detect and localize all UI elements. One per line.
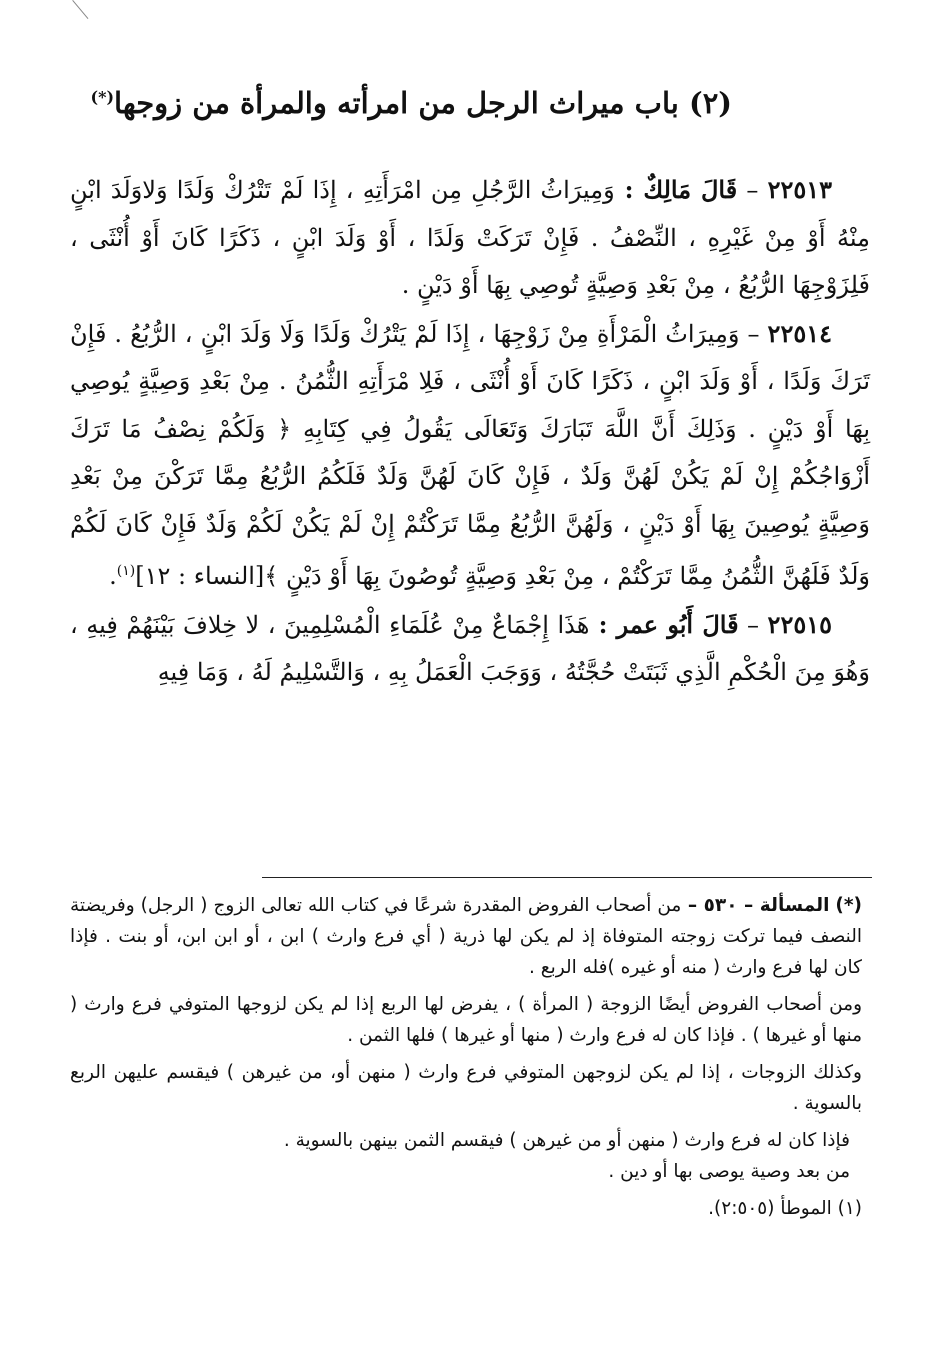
- main-text: [70, 166, 870, 697]
- quran-citation: [117, 562, 265, 590]
- footnote-line: من بعد وصية يوصى بها أو دين .: [608, 1161, 850, 1182]
- footnote-line: وكذلك الزوجات ، إذا لم يكن لزوجهن المتوفي فرع وارث ( منهن أو، من غيرهن ) فيقسم عليهن الربع بالسوية .: [70, 1062, 862, 1114]
- footnote-line-block: [70, 1057, 862, 1119]
- footnote-head: المسألة – ٥٣٠ –: [681, 895, 830, 916]
- scan-corner-mark: [54, 0, 89, 34]
- paragraph-22515: [70, 601, 870, 697]
- paragraph-text: وَمِيرَاثُ الْمَرْأَةِ مِنْ زَوْجِهَا ، إِذَا لَمْ يَتْرُكْ وَلَدًا وَلَا وَلَدَ ابْنٍ ، الرُّبُعُ . فَإِنْ تَرَكَ وَلَدًا ، أَوْ وَلَدَ ابْنٍ ، ذَكَرًا كَانَ أَوْ أُنْثَى ، فَلِا مْرَأَتِهِ الثُّمُنُ . مِنْ بَعْدِ وَصِيَّةٍ يُوصِي بِهَا أَوْ دَيْنٍ . وَذَلِكَ أَنَّ اللَّهَ تَبَارَكَ وَتَعَالَى يَقُولُ فِي كِتَابِهِ ﴿ وَلَكُمْ نِصْفُ مَا تَرَكَ أَزْوَاجُكُمْ إِنْ لَمْ يَكُنْ لَهُنَّ وَلَدٌ ، فَإِنْ كَانَ لَهُنَّ وَلَدٌ فَلَكُمُ الرُّبُعُ مِمَّا تَرَكْنَ مِنْ بَعْدِ وَصِيَّةٍ يُوصِينَ بِهَا أَوْ دَيْنٍ ، وَلَهُنَّ الرُّبُعُ مِمَّا تَرَكْتُمْ إِنْ لَمْ يَكُنْ لَكُمْ وَلَدٌ فَإِنْ كَانَ لَكُمْ وَلَدٌ فَلَهُنَّ الثُّمُنُ مِمَّا تَرَكْتُمْ ، مِنْ بَعْدِ وَصِيَّةٍ تُوصُونَ بِهَا أَوْ دَيْنٍ ﴾: [70, 319, 870, 590]
- paragraph-speaker: قَالَ مَالِكٌ :: [614, 175, 738, 204]
- paragraph-number: ٢٢٥١٤: [767, 318, 832, 348]
- footnote-ref-1-text: [70, 1193, 862, 1224]
- paragraph-dash: –: [738, 610, 768, 639]
- footnote-line: من أصحاب الفروض المقدرة شرعًا في كتاب الله تعالى الزوج ( الرجل) وفريضتة النصف فيما تركت زوجته المتوفاة إذ لم يكن لها ذرية ( أي فرع وارث ) ابن ، أو ابن ابن، أو بنت . فإذا كان لها فرع وارث ( منه أو غيره )فله الربع .: [70, 895, 862, 978]
- citation-text: [النساء : ١٢]: [135, 562, 265, 590]
- footnote-line: فإذا كان له فرع وارث ( منهن أو من غيرهن ) فيقسم الثمن بينهن بالسوية .: [283, 1130, 850, 1151]
- footnote-divider: [262, 877, 872, 878]
- footnote-ref-1: (١): [116, 563, 136, 579]
- footnotes: [70, 890, 862, 1224]
- footnote-line-block: [70, 1156, 862, 1187]
- paragraph-text: هَذَا إِجْمَاعٌ مِنْ عُلَمَاءِ الْمُسْلِمِينَ ، لا خِلافَ بَيْنَهُمْ فِيهِ ، وَهُوَ مِنَ الْحُكْمِ الَّذِي ثَبَتَتْ حُجَّتُهُ ، وَوَجَبَ الْعَمَلُ بِهِ ، وَالتَّسْلِيمُ لَهُ ، وَمَا فِيهِ: [70, 610, 870, 686]
- paragraph-22513: [70, 166, 870, 310]
- paragraph-dash: –: [737, 176, 768, 204]
- footnote-marker: (*): [835, 895, 862, 916]
- paragraph-speaker: قَالَ أَبُو عمر :: [589, 609, 739, 639]
- paragraph-text: وَمِيرَاثُ الرَّجُلِ مِن امْرَأَتِهِ ، إِذَا لَمْ تَتْرُكْ وَلَدًا وَلاوَلَدَ ابْنٍ مِنْهُ أَوْ مِنْ غَيْرِهِ ، النِّصْفُ . فَإِنْ تَرَكَتْ وَلَدًا ، أَوْ وَلَدَ ابْنٍ ، ذَكَرًا كَانَ أَوْ أُنْثَى ، فَلِزَوْجِهَا الرُّبُعُ ، مِنْ بَعْدِ وَصِيَّةٍ تُوصِي بِهَا أَوْ دَيْنٍ .: [70, 176, 870, 299]
- footnote-line-block: [70, 989, 862, 1051]
- chapter-title-marker: (*): [90, 87, 115, 107]
- footnote-main: [70, 890, 862, 983]
- footnote-source: (١) الموطأ (٢:٥٠٥).: [708, 1198, 862, 1219]
- chapter-title: [92, 86, 732, 120]
- chapter-title-text: (٢) باب ميراث الرجل من امرأته والمرأة من زوجها: [114, 86, 732, 120]
- paragraph-dash: –: [739, 319, 768, 348]
- paragraph-22514: ٢٢٥١٤ – وَمِيرَاثُ الْمَرْأَةِ مِنْ زَوْجِهَا ، إِذَا لَمْ يَتْرُكْ وَلَدًا وَلَا وَلَدَ ابْنٍ ، الرُّبُعُ . فَإِنْ تَرَكَ وَلَدًا ، أَوْ وَلَدَ ابْنٍ ، ذَكَرًا كَانَ أَوْ أُنْثَى ، فَلِا مْرَأَتِهِ الثُّمُنُ . مِنْ بَعْدِ وَصِيَّةٍ يُوصِي بِهَا أَوْ دَيْنٍ . وَذَلِكَ أَنَّ اللَّهَ تَبَارَكَ وَتَعَالَى يَقُولُ فِي كِتَابِهِ ﴿ وَلَكُمْ نِصْفُ مَا تَرَكَ أَزْوَاجُكُمْ إِنْ لَمْ يَكُنْ لَهُنَّ وَلَدٌ ، فَإِنْ كَانَ لَهُنَّ وَلَدٌ فَلَكُمُ الرُّبُعُ مِمَّا تَرَكْنَ مِنْ بَعْدِ وَصِيَّةٍ يُوصِينَ بِهَا أَوْ دَيْنٍ ، وَلَهُنَّ الرُّبُعُ مِمَّا تَرَكْتُمْ إِنْ لَمْ يَكُنْ لَكُمْ وَلَدٌ فَإِنْ كَانَ لَكُمْ وَلَدٌ فَلَهُنَّ الثُّمُنُ مِمَّا تَرَكْتُمْ ، مِنْ بَعْدِ وَصِيَّةٍ تُوصُونَ بِهَا أَوْ دَيْنٍ ﴾[النساء : ١٢]$^{(١)}$.: [70, 318, 870, 590]
- paragraph-number: ٢٢٥١٥: [767, 609, 832, 639]
- paragraph-number: ٢٢٥١٣: [767, 175, 833, 204]
- footnote-line-block: [70, 1125, 862, 1156]
- footnote-line: ومن أصحاب الفروض أيضًا الزوجة ( المرأة ) ، يفرض لها الربع إذا لم يكن لزوجها المتوفي فرع وارث ( منها أو غيرها ) . فإذا كان له فرع وارث ( منها أو غيرها ) فلها الثمن .: [70, 994, 862, 1046]
